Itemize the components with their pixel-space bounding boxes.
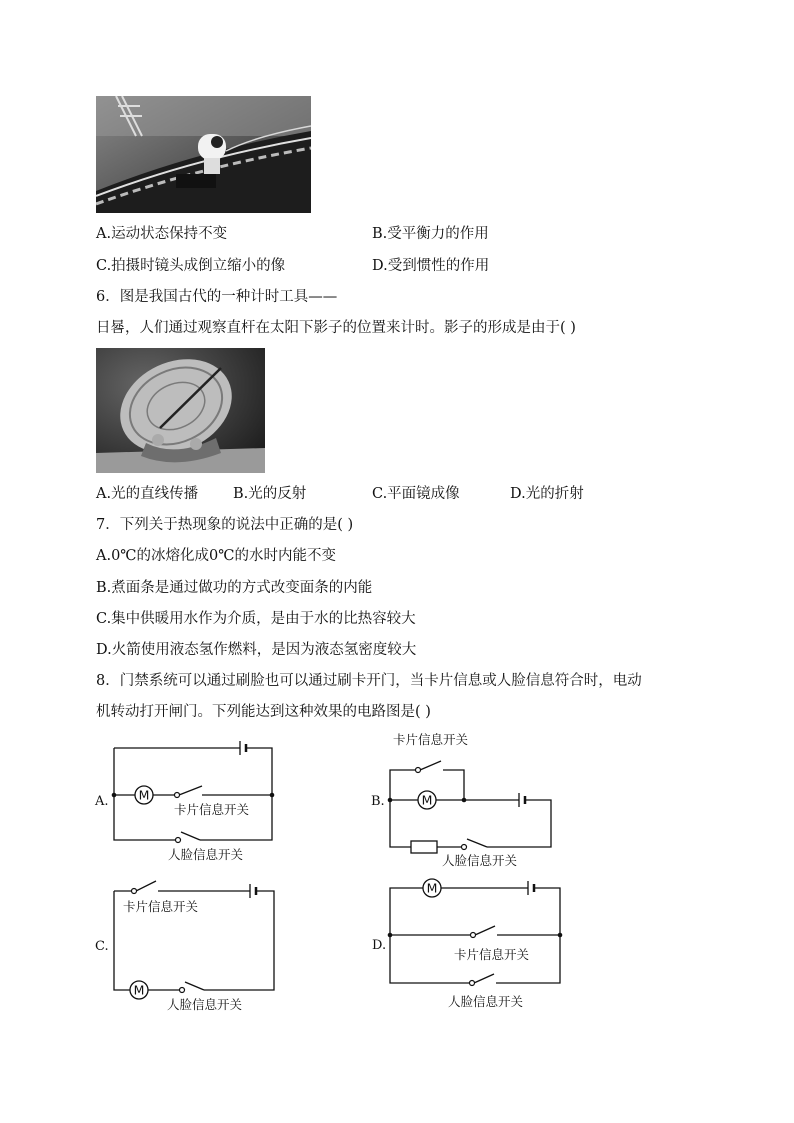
motor-label-c: M [133,982,145,998]
diagram-a-label: A. [95,794,109,809]
sundial-photo [96,348,265,473]
q6-option-c: C.平面镜成像 [372,486,460,502]
q5-option-c: C.拍摄时镜头成倒立缩小的像 [96,258,286,274]
camera-robot-image [96,96,311,213]
diagram-b-label: B. [371,794,385,809]
q7-option-b: B.煮面条是通过做功的方式改变面条的内能 [96,580,373,596]
q7-option-a: A.0℃的冰熔化成0℃的水时内能不变 [96,548,336,564]
motor-label-d: M [426,880,438,896]
circuit-d [370,873,570,1013]
q6-option-b: B.光的反射 [233,486,307,502]
face-switch-label-c: 人脸信息开关 [167,997,243,1012]
q6-option-a: A.光的直线传播 [96,486,199,502]
q5-option-a: A.运动状态保持不变 [96,226,228,242]
q7-stem: 7．下列关于热现象的说法中正确的是( ) [96,517,354,533]
circuit-a [90,735,290,865]
motor-label-a: M [138,787,150,803]
card-switch-label-a: 卡片信息开关 [174,802,250,817]
q6-option-d: D.光的折射 [510,486,584,502]
face-switch-label-d: 人脸信息开关 [448,994,524,1009]
q7-option-c: C.集中供暖用水作为介质，是由于水的比热容较大 [96,611,416,627]
sundial-image [96,348,265,473]
circuit-c [90,875,290,1010]
motor-label-b: M [421,792,433,808]
card-switch-label-c: 卡片信息开关 [123,899,199,914]
q8-stem-line1: 8．门禁系统可以通过刷脸也可以通过刷卡开门，当卡片信息或人脸信息符合时，电动 [96,673,642,689]
q5-option-b: B.受平衡力的作用 [372,226,489,242]
card-switch-label-b: 卡片信息开关 [393,732,469,747]
camera-robot-photo [96,96,311,213]
q5-option-d: D.受到惯性的作用 [372,258,490,274]
diagram-d-label: D. [372,938,387,953]
circuit-b [368,727,568,867]
card-switch-label-d: 卡片信息开关 [454,947,530,962]
q8-stem-line2: 机转动打开闸门。下列能达到这种效果的电路图是( ) [96,704,431,720]
q6-stem-line1: 6．图是我国古代的一种计时工具—— [96,289,338,305]
face-switch-label-b: 人脸信息开关 [442,853,518,868]
q7-option-d: D.火箭使用液态氢作燃料，是因为液态氢密度较大 [96,642,417,658]
q6-stem-line2: 日晷，人们通过观察直杆在太阳下影子的位置来计时。影子的形成是由于( ) [96,320,576,336]
face-switch-label-a: 人脸信息开关 [168,847,244,862]
diagram-c-label: C. [95,939,109,954]
